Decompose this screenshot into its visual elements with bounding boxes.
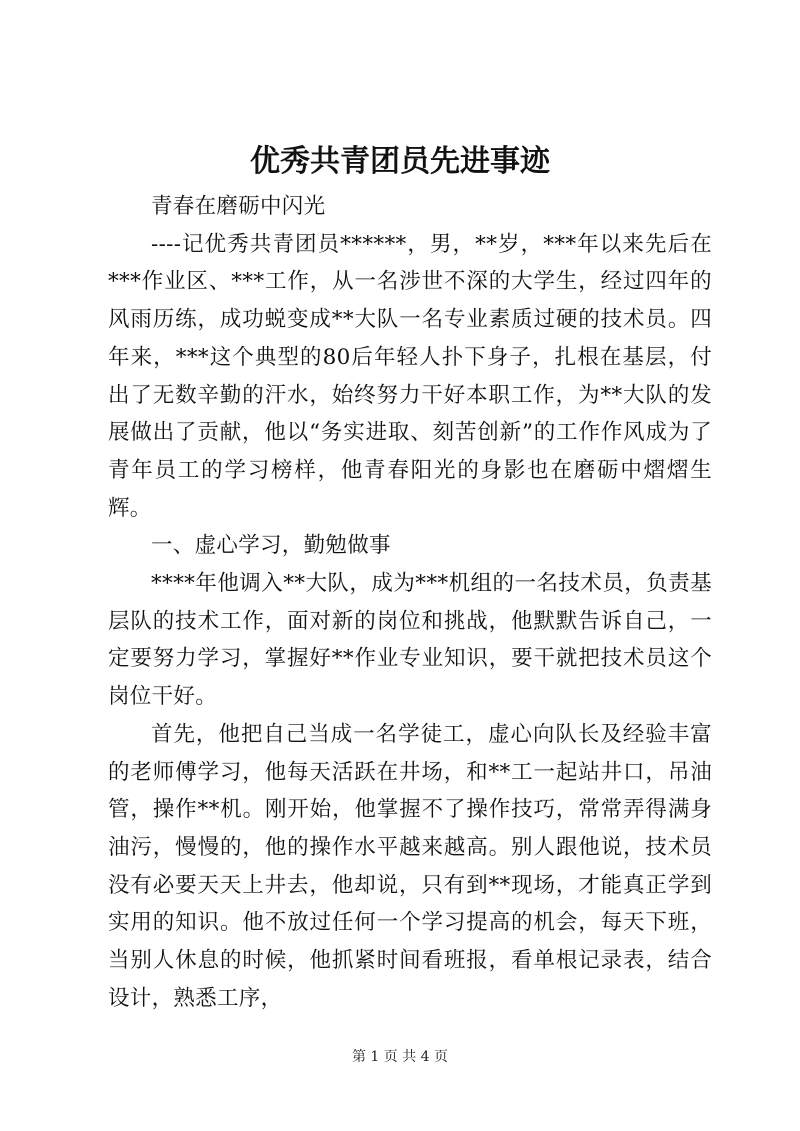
section-heading: 一、虚心学习，勤勉做事: [151, 533, 391, 559]
document-title: 优秀共青团员先进事迹: [250, 144, 550, 179]
document-body: [108, 188, 712, 1017]
intro-paragraph: ----记优秀共青团员******，男，**岁，***年以来先后在***作业区、***工作，从一名涉世不深的大学生，经过四年的风雨历练，成功蜕变成**大队一名专业素质过硬的技术员。四年来，***这个典型的80后年轻人扑下身子，扎根在基层，付出了无数辛勤的汗水，始终努力干好本职工作，为**大队的发展做出了贡献，他以“务实进取、刻苦创新”的工作作风成为了青年员工的学习榜样，他青春阳光的身影也在磨砺中熠熠生辉。: [108, 231, 712, 521]
body-paragraph: 首先，他把自己当成一名学徒工，虚心向队长及经验丰富的老师傅学习，他每天活跃在井场，和**工一起站井口，吊油管，操作**机。刚开始，他掌握不了操作技巧，常常弄得满身油污，慢慢的，他的操作水平越来越高。别人跟他说，技术员没有必要天天上井去，他却说，只有到**现场，才能真正学到实用的知识。他不放过任何一个学习提高的机会，每天下班，当别人休息的时候，他抓紧时间看班报，看单根记录表，结合设计，熟悉工序，: [108, 721, 712, 1011]
page-footer: 第 1 页 共 4 页: [351, 1049, 449, 1065]
body-paragraph: ****年他调入**大队，成为***机组的一名技术员，负责基层队的技术工作，面对新的岗位和挑战，他默默告诉自己，一定要努力学习，掌握好**作业专业知识，要干就把技术员这个岗位干好。: [108, 571, 712, 710]
subtitle-paragraph: 青春在磨砺中闪光: [151, 194, 326, 219]
